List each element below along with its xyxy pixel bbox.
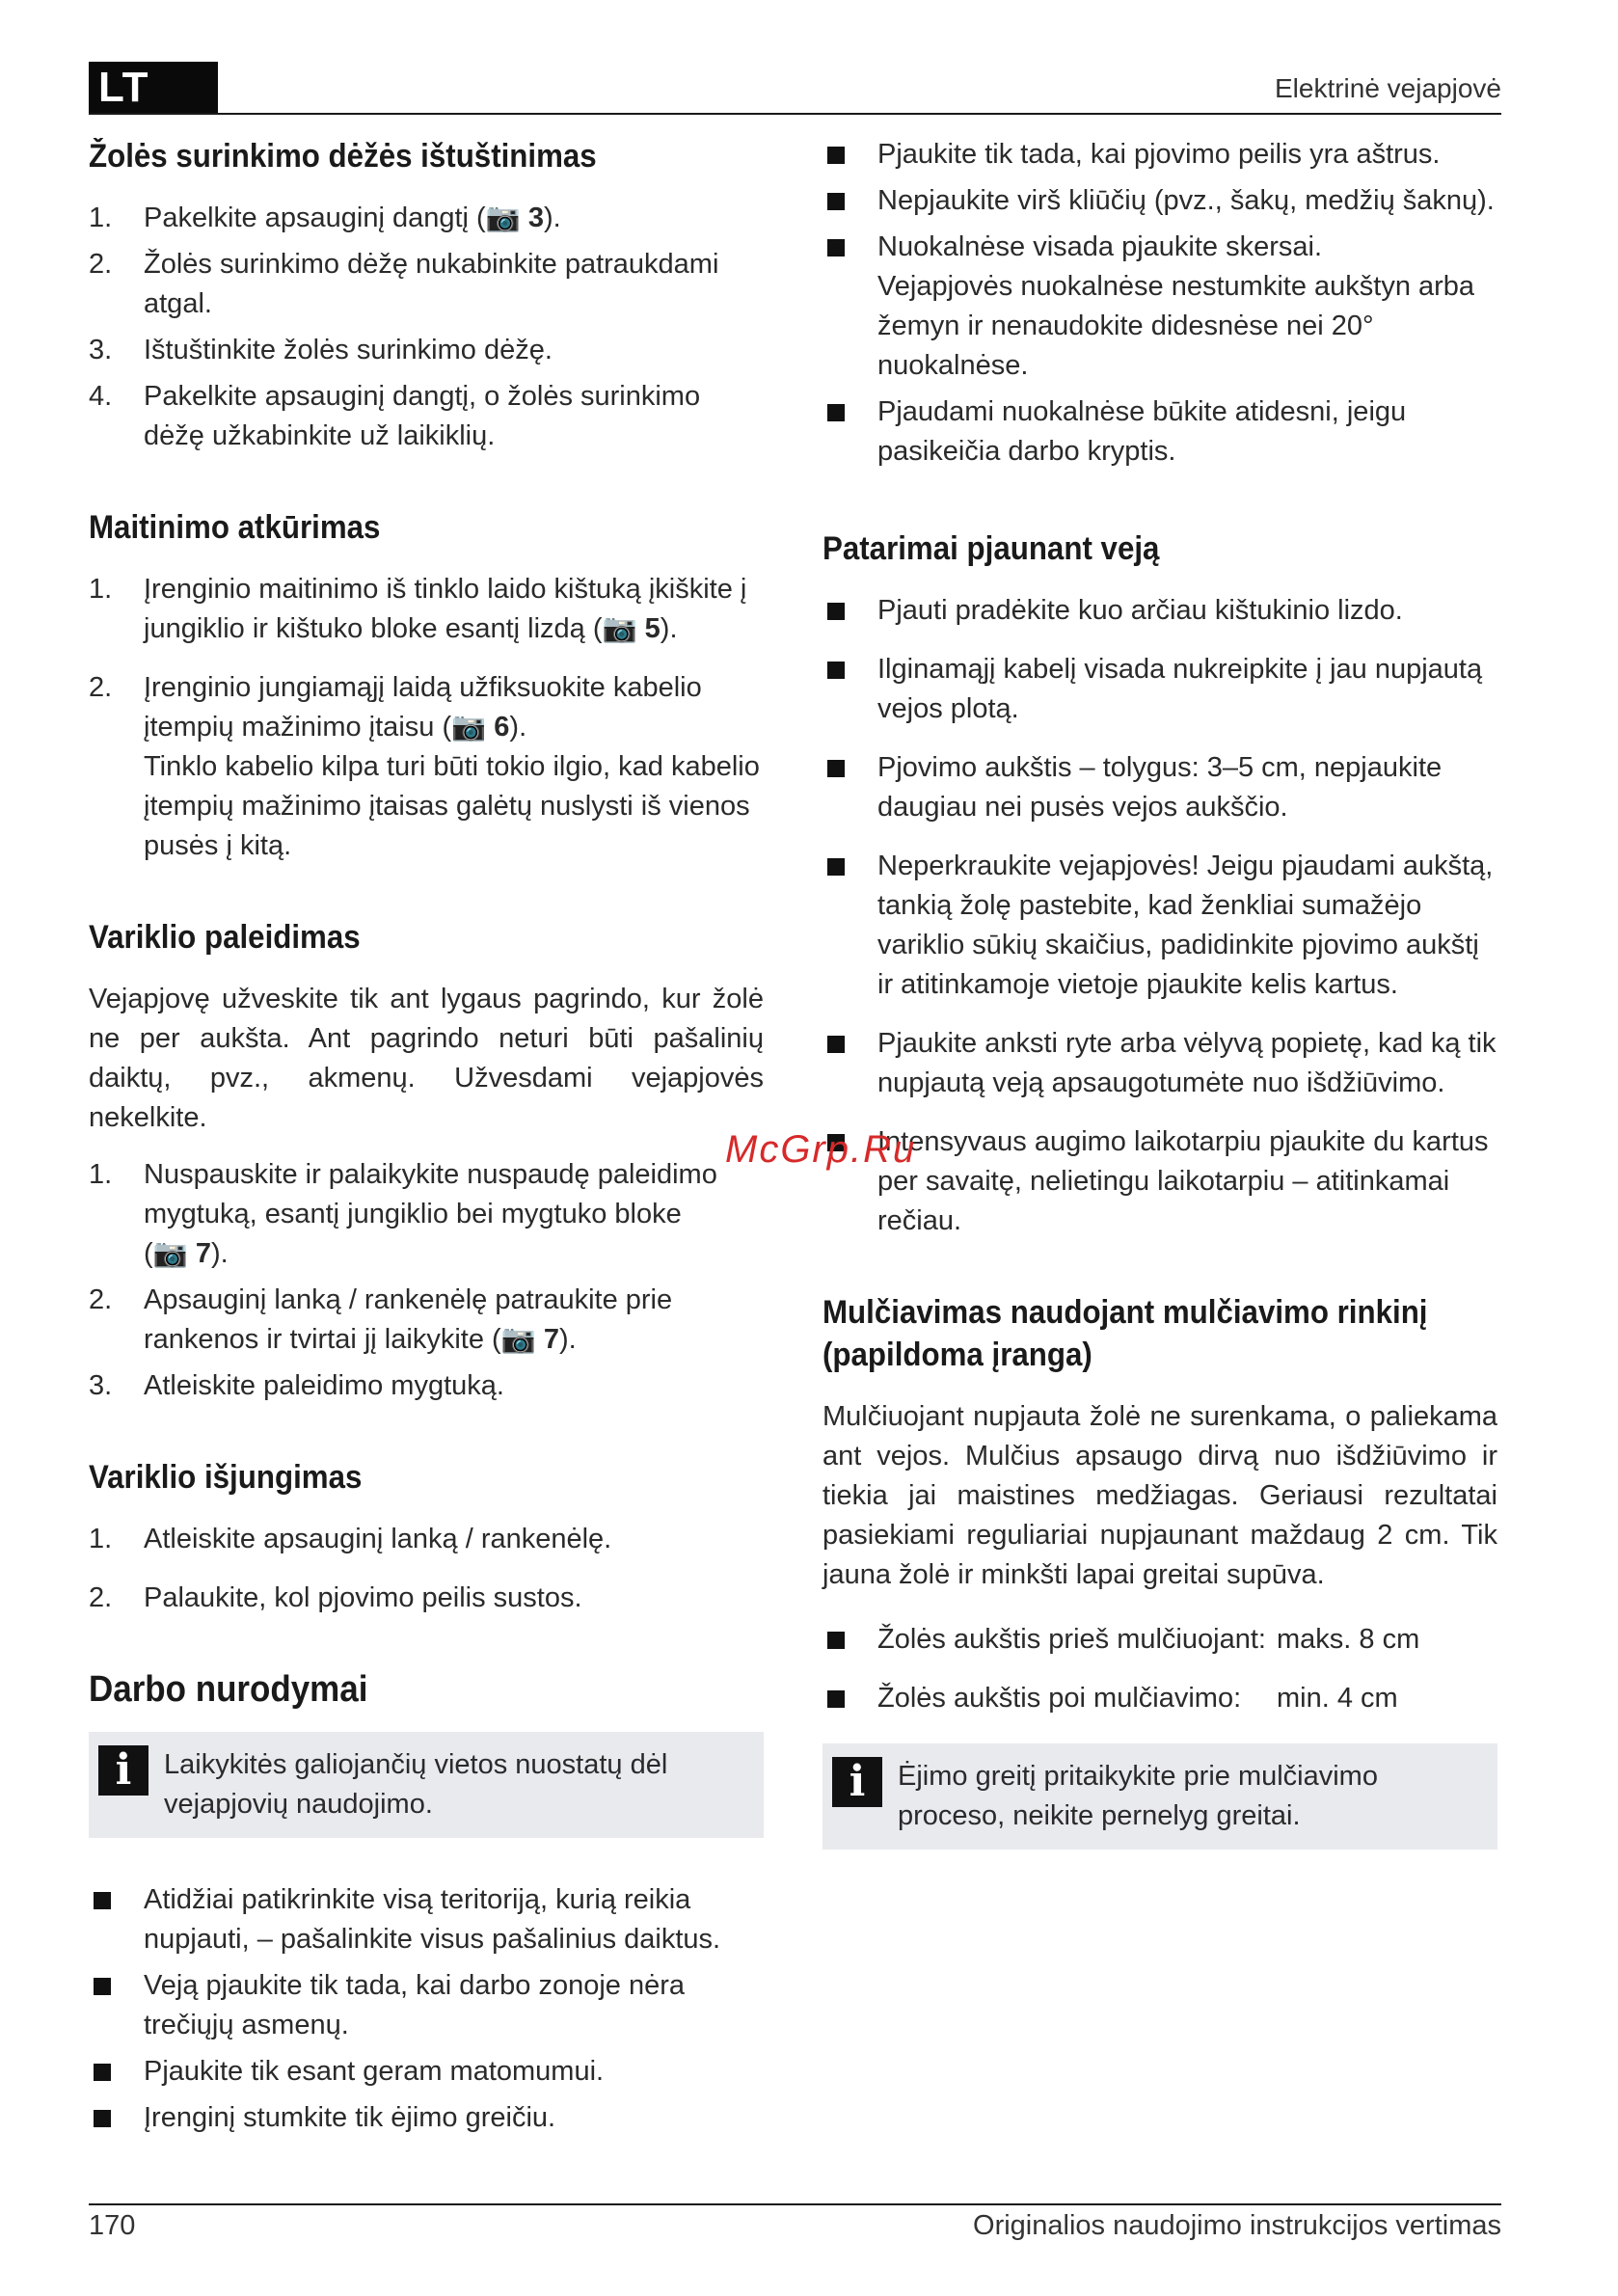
list-item: Pjaukite tik tada, kai pjovimo peilis yra aštrus. [822,135,1497,175]
section-title: Variklio išjungimas [89,1459,363,1496]
bullet-square-icon [94,2110,111,2127]
list-item: Pjauti pradėkite kuo arčiau kištukinio lizdo. [822,591,1497,631]
spec-item [822,1620,1497,1660]
list-item: Veją pjaukite tik tada, kai darbo zonoje nėra trečiųjų asmenų. [89,1966,764,2045]
section-work-instructions [89,1668,764,2138]
section-mulching [822,1291,1497,1850]
list-item: Nuokalnėse visada pjaukite skersai. Vejapjovės nuokalnėse nestumkite aukštyn arba žemyn ir nenaudokite didesnėse nei 20° nuokalnėse. [822,228,1497,386]
left-column [89,135,764,2145]
list-item: 1. Įrenginio maitinimo iš tinklo laido kištuką įkiškite į jungiklio ir kištuko bloke esantį lizdą (📷 5). [89,574,747,644]
header-divider [89,113,1501,115]
list-item: Neperkraukite vejapjovės! Jeigu pjaudami aukštą, tankią žolę pastebite, kad ženkliai sumažėjo variklio sūkių skaičius, padidinkite pjovimo aukštį ir atitinkamoje vietoje pjaukite kelis kartus. [822,847,1497,1005]
list-item: 1. Nuspauskite ir palaikykite nuspaudę paleidimo mygtuką, esantį jungiklio bei mygtuko bloke (📷 7). [89,1159,717,1269]
bullet-square-icon [827,193,845,210]
section-paragraph: Mulčiuojant nupjauta žolė ne surenkama, o paliekama ant vejos. Mulčius apsaugo dirvą nuo išdžiūvimo ir tiekia jai maistines medžiagas. Geriausi rezultatai pasiekiami reguliariai nupjaunant maždaug 2 cm. Tik jauna žolė ir minkšti lapai greitai supūva. [822,1401,1497,1590]
info-note: i Laikykitės galiojančių vietos nuostatų dėl vejapjovių naudojimo. [89,1732,764,1838]
list-item: 2. Žolės surinkimo dėžę nukabinkite patraukdami atgal. [89,249,719,319]
list-item: Ilginamąjį kabelį visada nukreipkite į jau nupjautą vejos plotą. [822,650,1497,729]
list-item: Nepjaukite virš kliūčių (pvz., šakų, medžių šaknų). [822,181,1497,221]
figure-reference: 📷 7 [152,1238,211,1269]
list-item: Pjovimo aukštis – tolygus: 3–5 cm, nepjaukite daugiau nei pusės vejos aukščio. [822,748,1497,827]
figure-reference: 📷 5 [602,613,661,644]
bullet-square-icon [827,1632,845,1649]
bullet-square-icon [94,1892,111,1909]
list-item: Pjaudami nuokalnėse būkite atidesni, jeigu pasikeičia darbo kryptis. [822,392,1497,472]
info-icon: i [832,1757,882,1807]
bullet-square-icon [94,1978,111,1995]
section-engine-start [89,916,764,1406]
list-item: 1. Atleiskite apsauginį lanką / rankenėlę. [89,1524,612,1554]
step-list [89,199,764,456]
bullet-square-icon [827,239,845,257]
figure-reference: 📷 3 [485,203,544,233]
list-item: Atidžiai patikrinkite visą teritoriją, kurią reikia nupjauti, – pašalinkite visus pašalinius daiktus. [89,1880,764,1959]
page-number: 170 [89,2210,136,2241]
list-item: 3. Atleiskite paleidimo mygtuką. [89,1370,504,1401]
footer-text: Originalios naudojimo instrukcijos vertimas [973,2210,1501,2241]
section-lawn-tips [822,527,1497,1241]
footer-divider [89,2203,1501,2205]
section-paragraph: Vejapjovę užveskite tik ant lygaus pagrindo, kur žolė ne per aukšta. Ant pagrindo neturi būti pašalinių daiktų, pvz., akmenų. Užvesdami vejapjovės nekelkite. [89,984,764,1133]
list-item: Pjaukite tik esant geram matomumui. [89,2052,764,2092]
watermark-text: McGrp.Ru [725,1128,917,1171]
bullet-square-icon [827,603,845,620]
figure-reference: 📷 7 [500,1324,559,1355]
step-list [89,1520,764,1618]
header-title: Elektrinė vejapjovė [1274,73,1501,103]
bullet-list [89,1880,764,2138]
right-column [822,135,1497,1871]
step-list [89,570,764,866]
list-item: Pjaukite anksti ryte arba vėlyvą popietę, kad ką tik nupjautą veją apsaugotumėte nuo išdžiūvimo. [822,1024,1497,1103]
section-title: Maitinimo atkūrimas [89,509,381,546]
bullet-square-icon [94,2064,111,2081]
list-item: 2. Palaukite, kol pjovimo peilis sustos. [89,1582,582,1613]
list-item: 4. Pakelkite apsauginį dangtį, o žolės surinkimo dėžę užkabinkite už laikiklių. [89,381,701,451]
section-title: Variklio paleidimas [89,919,361,956]
bullet-square-icon [827,760,845,777]
spec-item [822,1679,1497,1718]
spec-value: maks. 8 cm [1277,1624,1420,1655]
step-list [89,1155,764,1406]
bullet-square-icon [827,858,845,876]
section-title: Mulčiavimas naudojant mulčiavimo rinkinį (papildoma įranga) [822,1294,1428,1373]
list-item: Intensyvaus augimo laikotarpiu pjaukite du kartus per savaitę, nelietingu laikotarpiu – atitinkamai rečiau. [822,1122,1497,1241]
bullet-square-icon [827,404,845,421]
section-engine-stop [89,1456,764,1618]
bullet-square-icon [827,1036,845,1053]
list-item: Įrenginį stumkite tik ėjimo greičiu. [89,2098,764,2138]
bullet-square-icon [827,1690,845,1708]
info-icon: i [98,1745,148,1796]
spec-label: Žolės aukštis poi mulčiavimo: [877,1683,1242,1714]
section-mowing-rules [822,135,1497,472]
section-power-restore [89,506,764,866]
list-item: 3. Ištuštinkite žolės surinkimo dėžę. [89,335,553,365]
spec-label: Žolės aukštis prieš mulčiuojant: [877,1624,1266,1655]
section-title: Žolės surinkimo dėžės ištuštinimas [89,138,597,175]
section-title: Darbo nurodymai [89,1669,368,1710]
bullet-list [822,135,1497,472]
list-item: 2. Apsauginį lanką / rankenėlę patraukite prie rankenos ir tvirtai jį laikykite (📷 7). [89,1284,673,1355]
list-item: 2. Įrenginio jungiamąjį laidą užfiksuokite kabelio įtempių mažinimo įtaisu (📷 6). Tinklo kabelio kilpa turi būti tokio ilgio, kad kabelio įtempių mažinimo įtaisas galėtų nuslysti iš vienos pusės į kitą. [89,672,760,861]
bullet-list [822,591,1497,1241]
info-note: i Ėjimo greitį pritaikykite prie mulčiavimo proceso, neikite pernelyg greitai. [822,1743,1497,1850]
bullet-square-icon [827,662,845,679]
spec-list [822,1620,1497,1718]
bullet-square-icon [827,147,845,164]
figure-reference: 📷 6 [451,712,510,743]
section-grass-box-emptying [89,135,764,456]
section-title: Patarimai pjaunant veją [822,530,1160,567]
list-item: 1. Pakelkite apsauginį dangtį (📷 3). [89,203,561,233]
language-badge: LT [89,62,218,114]
spec-value: min. 4 cm [1277,1683,1398,1714]
